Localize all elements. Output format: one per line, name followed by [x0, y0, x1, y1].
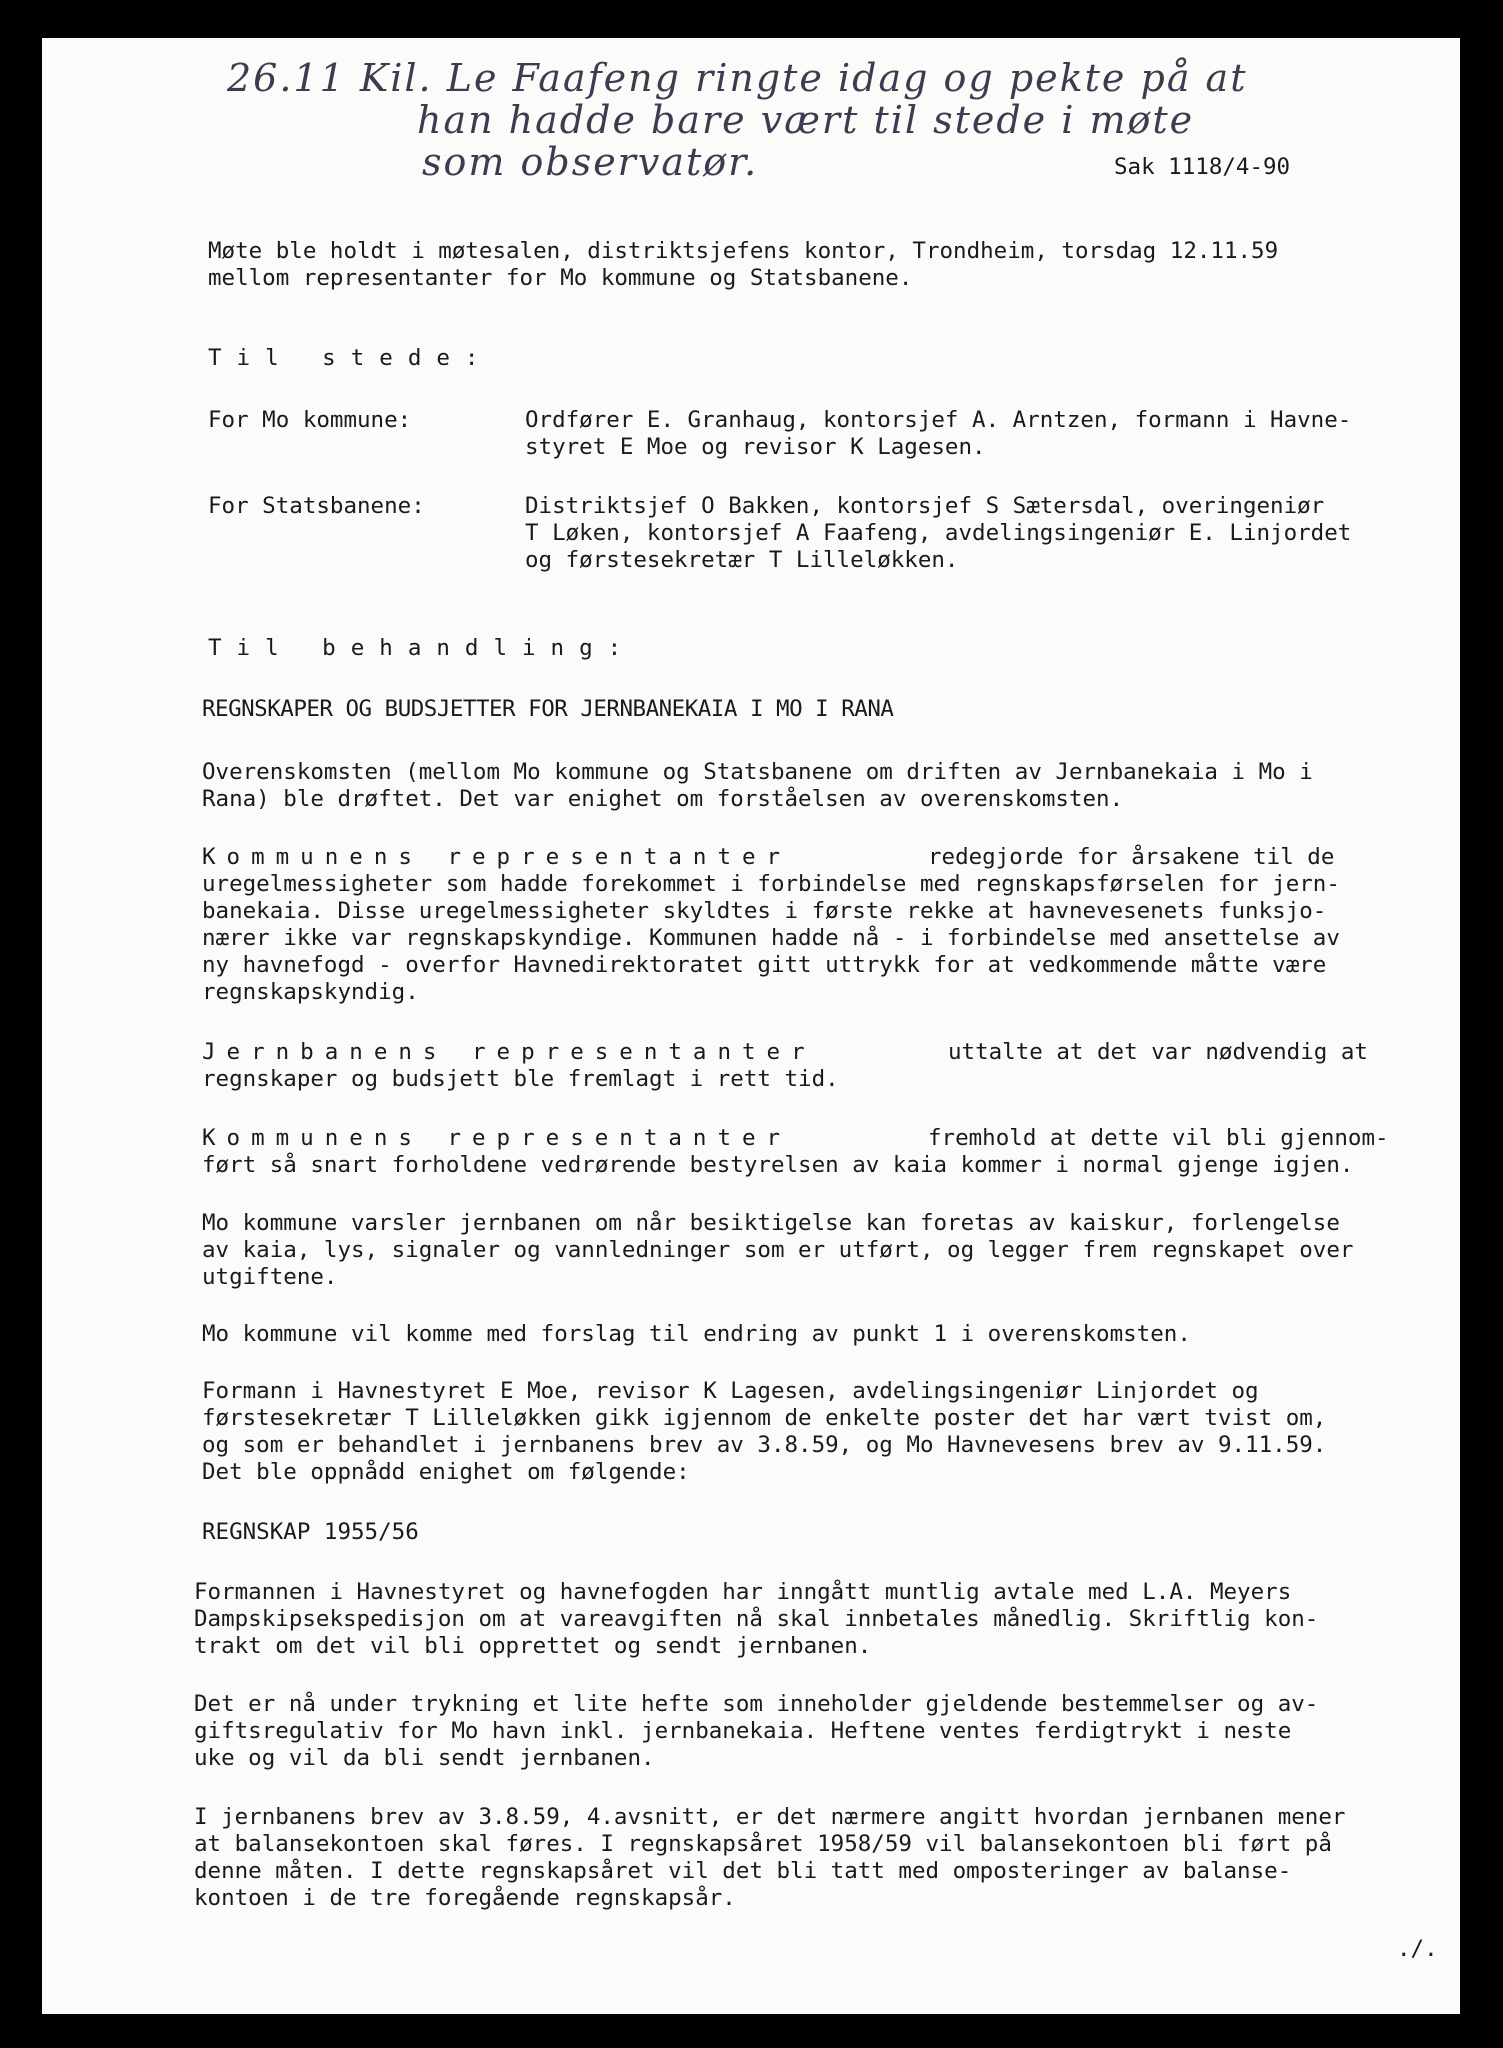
p2-line-1: redegjorde for årsakene til de	[928, 844, 1335, 870]
p10-line-2: at balansekontoen skal føres. I regnskapsåret 1958/59 vil balansekontoen bli ført på	[194, 1831, 1332, 1857]
p8-line-1: Formannen i Havnestyret og havnefogden har inngått muntlig avtale med L.A. Meyers	[194, 1579, 1292, 1605]
document-page	[42, 38, 1460, 2014]
p2-line-3: banekaia. Disse uregelmessigheter skyldtes i første rekke at havnevesenets funksjo-	[202, 898, 1327, 924]
p6-line-1: Mo kommune vil komme med forslag til endring av punkt 1 i overenskomsten.	[202, 1321, 1191, 1347]
p1-line-2: Rana) ble drøftet. Det var enighet om forståelsen av overenskomsten.	[202, 786, 1124, 812]
section-2-title: REGNSKAP 1955/56	[202, 1519, 419, 1545]
p5-line-3: utgiftene.	[202, 1264, 338, 1290]
p9-line-2: giftsregulativ for Mo havn inkl. jernbanekaia. Heftene ventes ferdigtrykt i neste	[194, 1718, 1292, 1744]
p5-line-2: av kaia, lys, signaler og vannledninger som er utført, og legger frem regnskapet over	[202, 1237, 1354, 1263]
attendance-mo-line-2: styret E Moe og revisor K Lagesen.	[525, 434, 986, 460]
section-1-title: REGNSKAPER OG BUDSJETTER FOR JERNBANEKAIA I MO I RANA	[202, 696, 894, 722]
attendance-nsb-line-3: og førstesekretær T Lilleløkken.	[525, 547, 959, 573]
p4-line-1: fremhold at dette vil bli gjennom-	[928, 1125, 1389, 1151]
intro-line-1: Møte ble holdt i møtesalen, distriktsjefens kontor, Trondheim, torsdag 12.11.59	[208, 238, 1279, 264]
p1-line-1: Overenskomsten (mellom Mo kommune og Statsbanene om driften av Jernbanekaia i Mo i	[202, 759, 1313, 785]
attendance-group-label-mo: For Mo kommune:	[208, 407, 412, 433]
p7-line-3: og som er behandlet i jernbanens brev av 3.8.59, og Mo Havnevesens brev av 9.11.59.	[202, 1432, 1327, 1458]
p8-line-2: Dampskipsekspedisjon om at vareavgiften nå skal innbetales månedlig. Skriftlig kon-	[194, 1606, 1319, 1632]
handwritten-note-line-1: 26.11 Kil. Le Faafeng ringte idag og pekte på at	[227, 56, 1248, 100]
p7-line-4: Det ble oppnådd enighet om følgende:	[202, 1459, 690, 1485]
p2-line-5: ny havnefogd - overfor Havnedirektoratet gitt uttrykk for at vedkommende måtte være	[202, 952, 1327, 978]
p4-line-2: ført så snart forholdene vedrørende bestyrelsen av kaia kommer i normal gjenge igjen.	[202, 1152, 1354, 1178]
p7-line-1: Formann i Havnestyret E Moe, revisor K Lagesen, avdelingsingeniør Linjordet og	[202, 1378, 1259, 1404]
case-number: Sak 1118/4-90	[1114, 154, 1291, 180]
p2-lead: Kommunens representanter	[202, 844, 792, 870]
p3-line-1: uttalte at det var nødvendig at	[948, 1039, 1368, 1065]
agenda-heading: Til behandling:	[208, 635, 637, 661]
p2-line-2: uregelmessigheter som hadde forekommet i forbindelse med regnskapsførselen for jern-	[202, 871, 1340, 897]
p10-line-1: I jernbanens brev av 3.8.59, 4.avsnitt, er det nærmere angitt hvordan jernbanen mener	[194, 1804, 1346, 1830]
p5-line-1: Mo kommune varsler jernbanen om når besiktigelse kan foretas av kaiskur, forlengelse	[202, 1210, 1340, 1236]
handwritten-note-line-2: han hadde bare vært til stede i møte	[417, 98, 1195, 142]
attendance-nsb-line-2: T Løken, kontorsjef A Faafeng, avdelingsingeniør E. Linjordet	[525, 520, 1352, 546]
attendance-nsb-line-1: Distriktsjef O Bakken, kontorsjef S Sætersdal, overingeniør	[525, 493, 1325, 519]
p9-line-3: uke og vil da bli sendt jernbanen.	[194, 1745, 655, 1771]
p10-line-3: denne måten. I dette regnskapsåret vil det bli tatt med omposteringer av balanse-	[194, 1858, 1292, 1884]
p10-line-4: kontoen i de tre foregående regnskapsår.	[194, 1885, 736, 1911]
p3-lead: Jernbanens representanter	[202, 1039, 816, 1065]
intro-line-2: mellom representanter for Mo kommune og Statsbanene.	[208, 265, 913, 291]
p7-line-2: førstesekretær T Lilleløkken gikk igjennom de enkelte poster det har vært tvist om,	[202, 1405, 1327, 1431]
handwritten-note-line-3: som observatør.	[422, 140, 759, 184]
attendance-mo-line-1: Ordfører E. Granhaug, kontorsjef A. Arntzen, formann i Havne-	[525, 407, 1352, 433]
p2-line-6: regnskapskyndig.	[202, 979, 419, 1005]
attendance-heading: Til stede:	[208, 345, 494, 371]
attendance-group-label-nsb: For Statsbanene:	[208, 493, 425, 519]
continuation-mark: ./.	[1397, 1936, 1438, 1962]
p2-line-4: nærer ikke var regnskapskyndige. Kommunen hadde nå - i forbindelse med ansettelse av	[202, 925, 1340, 951]
p8-line-3: trakt om det vil bli opprettet og sendt jernbanen.	[194, 1633, 872, 1659]
p4-lead: Kommunens representanter	[202, 1125, 792, 1151]
p3-line-2: regnskaper og budsjett ble fremlagt i rett tid.	[202, 1066, 839, 1092]
p9-line-1: Det er nå under trykning et lite hefte som inneholder gjeldende bestemmelser og av-	[194, 1691, 1319, 1717]
